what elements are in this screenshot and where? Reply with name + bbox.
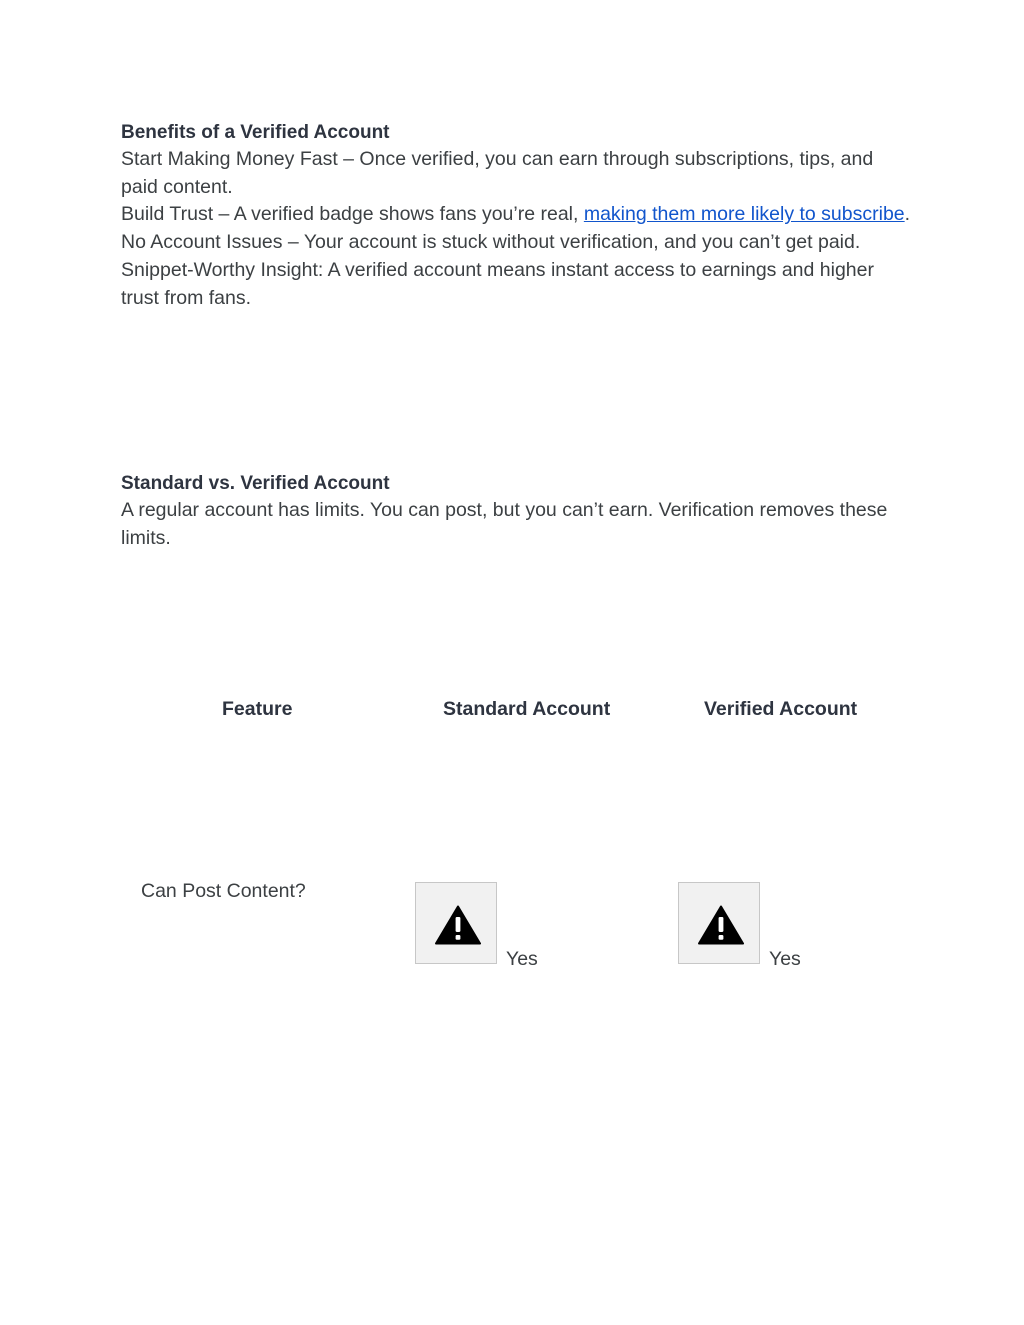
- benefit-money: Start Making Money Fast – Once verified, you can earn through subscriptions, tips, and paid content.: [121, 148, 874, 198]
- comparison-body: A regular account has limits. You can post, but you can’t earn. Verification removes these limits.: [121, 499, 888, 549]
- benefits-section: [121, 119, 911, 312]
- warning-icon: [698, 905, 744, 945]
- benefit-trust-period: .: [904, 203, 911, 226]
- benefit-trust: [121, 201, 911, 229]
- benefit-no-issues: No Account Issues – Your account is stuck without verification, and you can’t get paid.: [121, 231, 861, 254]
- header-feature: Feature: [222, 698, 293, 720]
- row-feature-label: Can Post Content?: [141, 880, 306, 902]
- header-verified: Verified Account: [704, 698, 858, 720]
- subscribe-link[interactable]: making them more likely to subscribe: [583, 203, 905, 226]
- warning-icon: [435, 905, 481, 945]
- snippet-insight: Snippet-Worthy Insight: A verified account means instant access to earnings and higher trust from fans.: [121, 258, 874, 309]
- verified-yes: Yes: [769, 948, 801, 970]
- broken-image-placeholder: [415, 882, 497, 964]
- header-standard: Standard Account: [443, 698, 611, 720]
- comparison-heading: Standard vs. Verified Account: [121, 473, 390, 494]
- standard-yes: Yes: [506, 948, 538, 970]
- benefits-heading: Benefits of a Verified Account: [121, 122, 390, 143]
- comparison-section: [121, 470, 911, 552]
- benefit-trust-text: Build Trust – A verified badge shows fans you’re real,: [121, 203, 584, 226]
- broken-image-placeholder: [678, 882, 760, 964]
